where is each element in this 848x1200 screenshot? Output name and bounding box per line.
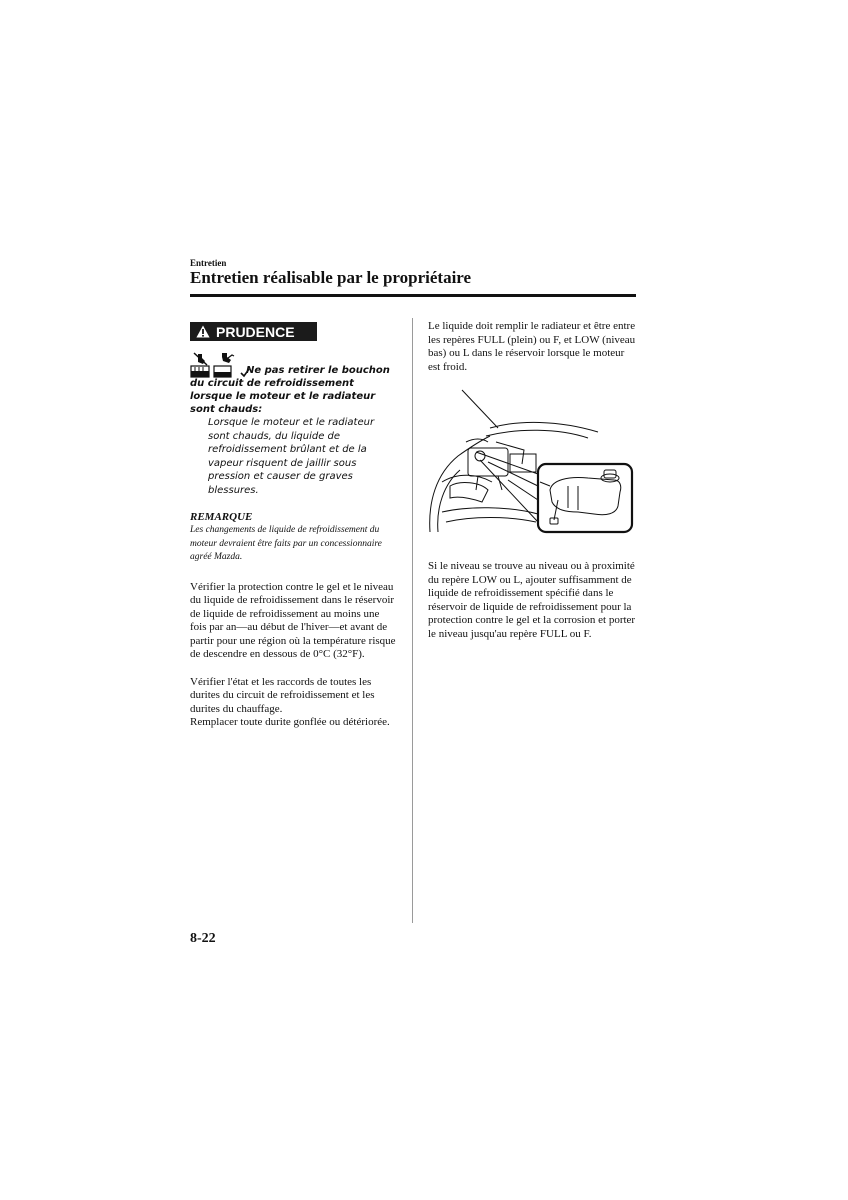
engine-bay-coolant-reservoir-illustration xyxy=(428,382,636,540)
open-cold-cap-icon xyxy=(213,352,237,378)
section-label: Entretien xyxy=(190,258,227,268)
paragraph-top-up: Si le niveau se trouve au niveau ou à proximité du repère LOW ou L, ajouter suffisamment de liquide de refroidissement spécifié dans le réservoir de liquide de refroidissement pour la protection contre le gel et la corrosion et porter le niveau jusqu'au repère FULL ou F. xyxy=(428,560,636,640)
warning-heading: Ne pas retirer le bouchon du circuit de refroidissement lorsque le moteur et le radiateur sont chauds: xyxy=(190,365,390,415)
no-open-hot-cap-icon xyxy=(190,352,210,378)
paragraph-hose-check: Vérifier l'état et les raccords de toutes les durites du circuit de refroidissement et les durites du chauffage. Remplacer toute durite gonflée ou détériorée. xyxy=(190,675,390,728)
warning-triangle-icon xyxy=(196,325,210,338)
warning-body: Lorsque le moteur et le radiateur sont chauds, du liquide de refroidissement brûlant et de la vapeur risquent de jaillir sous pression et causer de graves blessures. xyxy=(208,417,375,496)
note-heading: REMARQUE xyxy=(190,511,253,523)
note-body: Les changements de liquide de refroidissement du moteur devraient être faits par un concessionnaire agréé Mazda. xyxy=(190,525,382,562)
right-column xyxy=(428,320,636,641)
paragraph-coolant-level: Le liquide doit remplir le radiateur et être entre les repères FULL (plein) ou F, et LOW (niveau bas) ou L dans le réservoir lorsque le moteur est froid. xyxy=(428,320,636,373)
paragraph-frost-check: Vérifier la protection contre le gel et le niveau du liquide de refroidissement dans le réservoir de liquide de refroidissement au moins une fois par an—au début de l'hiver—et avant de partir pour une région où la température risque de descendre en dessous de 0°C (32°F). xyxy=(190,580,396,660)
prudence-label: PRUDENCE xyxy=(216,323,295,340)
column-divider xyxy=(412,318,413,923)
title-rule xyxy=(190,294,636,297)
left-column xyxy=(190,322,398,730)
page-number: 8-22 xyxy=(190,931,216,946)
page-title: Entretien réalisable par le propriétaire xyxy=(190,268,472,287)
prudence-banner xyxy=(190,322,317,341)
